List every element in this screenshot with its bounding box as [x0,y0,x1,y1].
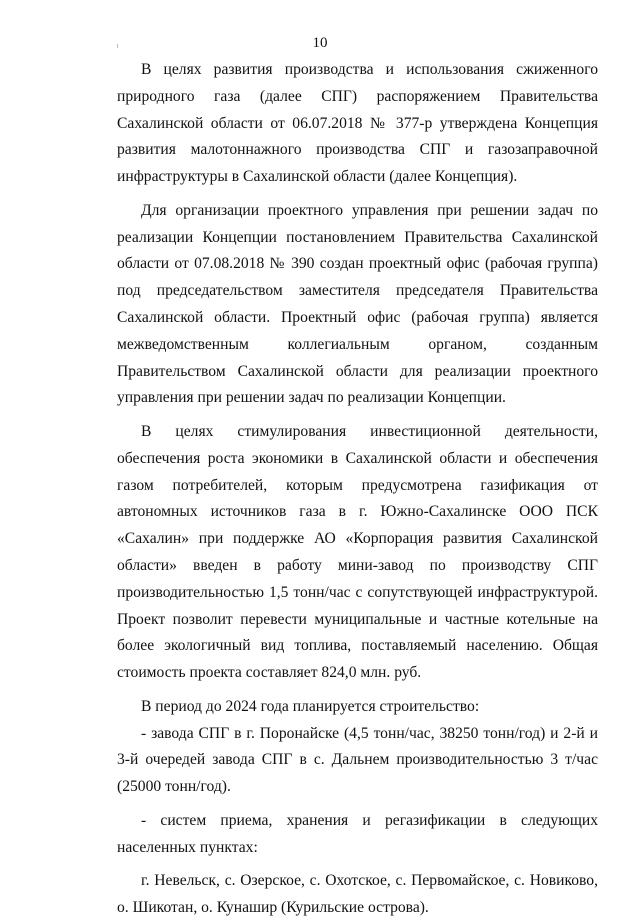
paragraph-settlements: г. Невельск, с. Озерское, с. Охотское, с. Первомайское, с. Новиково, о. Шикотан, о. Кунашир (Курильские острова). [117,872,598,916]
paragraph-lng-concept: В целях развития производства и использования сжиженного природного газа (далее СПГ) распоряжением Правительства Сахалинской области от 06.07.2018 № 377-р утверждена Концепция развития малотоннажного производства СПГ и газозаправочной инфраструктуры в Сахалинской области (далее Концепция). [117,61,598,186]
page-number: 10 [312,35,328,51]
list-item-plants: - завода СПГ в г. Поронайске (4,5 тонн/час, 38250 тонн/год) и 2-й и 3-й очередей завода СПГ в с. Дальнем производительностью 3 т/час (25000 тонн/год). [117,724,598,796]
paragraph-project-office: Для организации проектного управления при решении задач по реализации Концепции постановлением Правительства Сахалинской области от 07.08.2018 № 390 создан проектный офис (рабочая группа) под председательством заместителя председателя Правительства Сахалинской области. Проектный офис (рабочая группа) является межведомственным коллегиальным органом, созданным Правительством Сахалинской области для реализации проектного управления при решении задач по реализации Концепции. [117,201,598,407]
scan-speck [117,44,118,48]
paragraph-construction-intro: В период до 2024 года планируется строительство: [141,697,480,715]
list-item-regasification: - систем приема, хранения и регазификации в следующих населенных пунктах: [117,811,598,856]
document-body [117,57,598,922]
paragraph-mini-plant: В целях стимулирования инвестиционной деятельности, обеспечения роста экономики в Сахалинской области и обеспечения газом потребителей, которым предусмотрена газификация от автономных источников газа в г. Южно-Сахалинске ООО ПСК «Сахалин» при поддержке АО «Корпорация развития Сахалинской области» введен в работу мини-завод по производству СПГ производительностью 1,5 тонн/час с сопутствующей инфраструктурой. Проект позволит перевести муниципальные и частные котельные на более экологичный вид топлива, поставляемый населению. Общая стоимость проекта составляет 824,0 млн. руб. [117,422,598,682]
